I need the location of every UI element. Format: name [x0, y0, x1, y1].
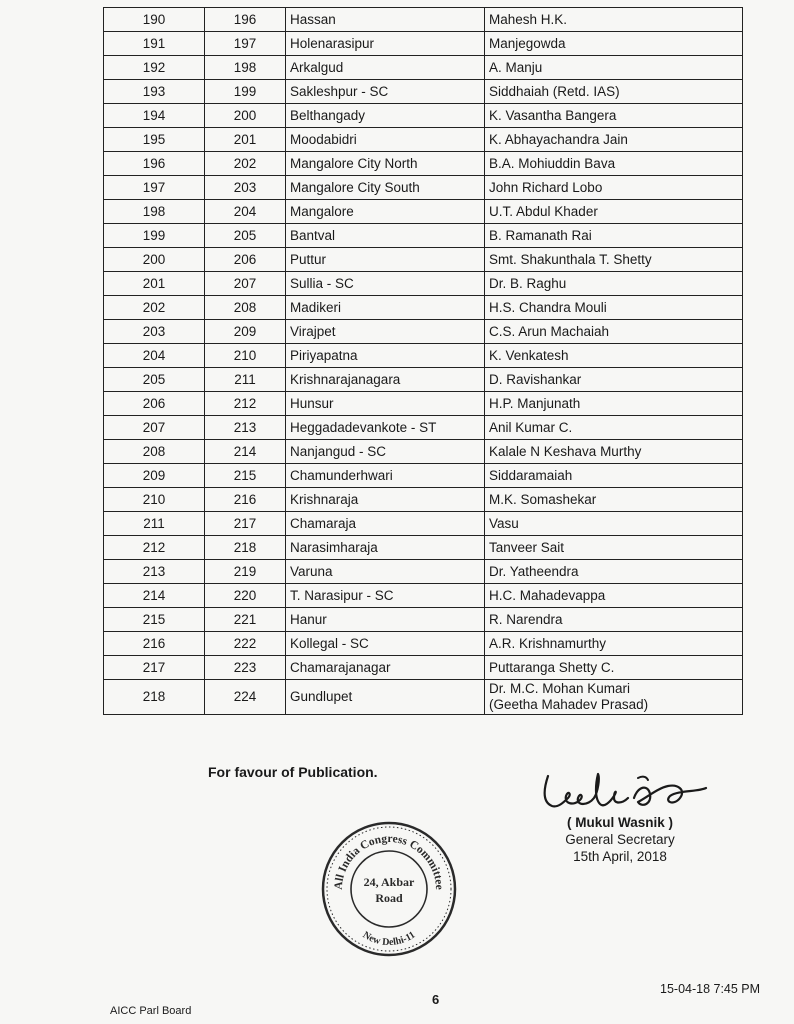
constituency-cell: Puttur — [286, 248, 485, 272]
constituency-cell: Hanur — [286, 608, 485, 632]
serial-number-cell: 211 — [104, 512, 205, 536]
ac-number-cell: 205 — [205, 224, 286, 248]
ac-number-cell: 206 — [205, 248, 286, 272]
serial-number-cell: 202 — [104, 296, 205, 320]
serial-number-cell: 214 — [104, 584, 205, 608]
serial-number-cell: 192 — [104, 56, 205, 80]
candidate-cell: D. Ravishankar — [485, 368, 743, 392]
candidate-cell: M.K. Somashekar — [485, 488, 743, 512]
constituency-cell: Mangalore City North — [286, 152, 485, 176]
candidate-cell: K. Vasantha Bangera — [485, 104, 743, 128]
candidate-cell: Dr. B. Raghu — [485, 272, 743, 296]
candidate-cell: Vasu — [485, 512, 743, 536]
candidate-cell: Manjegowda — [485, 32, 743, 56]
candidate-cell: K. Venkatesh — [485, 344, 743, 368]
ac-number-cell: 212 — [205, 392, 286, 416]
candidate-line: Dr. M.C. Mohan Kumari — [489, 681, 631, 696]
serial-number-cell: 213 — [104, 560, 205, 584]
signatory-name: ( Mukul Wasnik ) — [566, 815, 673, 830]
table-row — [104, 656, 743, 680]
table-row — [104, 416, 743, 440]
ac-number-cell: 204 — [205, 200, 286, 224]
table-row — [104, 224, 743, 248]
constituency-cell: Mangalore City South — [286, 176, 485, 200]
ac-number-cell: 217 — [205, 512, 286, 536]
table-row — [104, 536, 743, 560]
constituency-cell: Belthangady — [286, 104, 485, 128]
ac-number-cell: 202 — [205, 152, 286, 176]
ac-number-cell: 201 — [205, 128, 286, 152]
candidate-cell: Anil Kumar C. — [485, 416, 743, 440]
ac-number-cell: 200 — [205, 104, 286, 128]
constituency-cell: Bantval — [286, 224, 485, 248]
serial-number-cell: 209 — [104, 464, 205, 488]
candidate-cell: R. Narendra — [485, 608, 743, 632]
table-row — [104, 248, 743, 272]
table-row — [104, 272, 743, 296]
serial-number-cell: 207 — [104, 416, 205, 440]
candidate-cell: A. Manju — [485, 56, 743, 80]
constituency-cell: Krishnaraja — [286, 488, 485, 512]
table-row — [104, 8, 743, 32]
candidate-cell: C.S. Arun Machaiah — [485, 320, 743, 344]
constituency-cell: Piriyapatna — [286, 344, 485, 368]
serial-number-cell: 199 — [104, 224, 205, 248]
candidate-cell: Puttaranga Shetty C. — [485, 656, 743, 680]
candidate-cell: Dr. Yatheendra — [485, 560, 743, 584]
constituency-cell: Nanjangud - SC — [286, 440, 485, 464]
candidate-cell: Smt. Shakunthala T. Shetty — [485, 248, 743, 272]
table-row — [104, 488, 743, 512]
candidate-cell: Kalale N Keshava Murthy — [485, 440, 743, 464]
signatory-block — [540, 814, 700, 865]
seal-icon — [320, 820, 458, 958]
table-row — [104, 104, 743, 128]
ac-number-cell: 208 — [205, 296, 286, 320]
ac-number-cell: 213 — [205, 416, 286, 440]
constituency-cell: Kollegal - SC — [286, 632, 485, 656]
table-row — [104, 80, 743, 104]
constituency-cell: Chamunderhwari — [286, 464, 485, 488]
serial-number-cell: 212 — [104, 536, 205, 560]
serial-number-cell: 191 — [104, 32, 205, 56]
ac-number-cell: 220 — [205, 584, 286, 608]
serial-number-cell: 194 — [104, 104, 205, 128]
constituency-cell: Sullia - SC — [286, 272, 485, 296]
serial-number-cell: 193 — [104, 80, 205, 104]
serial-number-cell: 190 — [104, 8, 205, 32]
table-row — [104, 680, 743, 715]
serial-number-cell: 195 — [104, 128, 205, 152]
ac-number-cell: 219 — [205, 560, 286, 584]
constituency-cell: Moodabidri — [286, 128, 485, 152]
constituency-cell: T. Narasipur - SC — [286, 584, 485, 608]
ac-number-cell: 211 — [205, 368, 286, 392]
serial-number-cell: 217 — [104, 656, 205, 680]
constituency-cell: Heggadadevankote - ST — [286, 416, 485, 440]
ac-number-cell: 203 — [205, 176, 286, 200]
serial-number-cell: 216 — [104, 632, 205, 656]
table-row — [104, 608, 743, 632]
table-row — [104, 152, 743, 176]
table-row — [104, 296, 743, 320]
serial-number-cell: 210 — [104, 488, 205, 512]
ac-number-cell: 222 — [205, 632, 286, 656]
constituency-cell: Holenarasipur — [286, 32, 485, 56]
table-row — [104, 464, 743, 488]
serial-number-cell: 197 — [104, 176, 205, 200]
candidate-cell: K. Abhayachandra Jain — [485, 128, 743, 152]
ac-number-cell: 223 — [205, 656, 286, 680]
table-row — [104, 128, 743, 152]
page-number: 6 — [432, 992, 440, 1007]
serial-number-cell: 205 — [104, 368, 205, 392]
candidate-table-body — [104, 8, 743, 715]
ac-number-cell: 210 — [205, 344, 286, 368]
table-row — [104, 512, 743, 536]
candidate-cell: Siddhaiah (Retd. IAS) — [485, 80, 743, 104]
serial-number-cell: 215 — [104, 608, 205, 632]
serial-number-cell: 201 — [104, 272, 205, 296]
serial-number-cell: 218 — [104, 680, 205, 715]
table-row — [104, 584, 743, 608]
candidate-cell: H.C. Mahadevappa — [485, 584, 743, 608]
constituency-cell: Chamaraja — [286, 512, 485, 536]
ac-number-cell: 216 — [205, 488, 286, 512]
table-row — [104, 632, 743, 656]
svg-text:Road: Road — [375, 891, 403, 905]
table-row — [104, 560, 743, 584]
table-row — [104, 368, 743, 392]
constituency-cell: Krishnarajanagara — [286, 368, 485, 392]
constituency-cell: Gundlupet — [286, 680, 485, 715]
table-row — [104, 440, 743, 464]
signatory-date: 15th April, 2018 — [573, 849, 667, 864]
publication-note: For favour of Publication. — [208, 764, 378, 780]
table-row — [104, 392, 743, 416]
serial-number-cell: 206 — [104, 392, 205, 416]
serial-number-cell: 204 — [104, 344, 205, 368]
constituency-cell: Hassan — [286, 8, 485, 32]
ac-number-cell: 214 — [205, 440, 286, 464]
candidate-cell: B.A. Mohiuddin Bava — [485, 152, 743, 176]
constituency-cell: Madikeri — [286, 296, 485, 320]
signature-icon — [538, 768, 738, 818]
candidate-cell: A.R. Krishnamurthy — [485, 632, 743, 656]
candidate-cell: U.T. Abdul Khader — [485, 200, 743, 224]
serial-number-cell: 198 — [104, 200, 205, 224]
print-timestamp: 15-04-18 7:45 PM — [660, 982, 761, 996]
serial-number-cell: 203 — [104, 320, 205, 344]
ac-number-cell: 199 — [205, 80, 286, 104]
svg-text:New Delhi-11: New Delhi-11 — [360, 929, 418, 949]
constituency-cell: Mangalore — [286, 200, 485, 224]
table-row — [104, 176, 743, 200]
serial-number-cell: 196 — [104, 152, 205, 176]
ac-number-cell: 198 — [205, 56, 286, 80]
table-row — [104, 320, 743, 344]
candidate-cell: Mahesh H.K. — [485, 8, 743, 32]
ac-number-cell: 207 — [205, 272, 286, 296]
ac-number-cell: 221 — [205, 608, 286, 632]
constituency-cell: Varuna — [286, 560, 485, 584]
constituency-cell: Chamarajanagar — [286, 656, 485, 680]
footer-label: AICC Parl Board — [110, 1005, 192, 1017]
candidate-cell: John Richard Lobo — [485, 176, 743, 200]
table-row — [104, 32, 743, 56]
ac-number-cell: 215 — [205, 464, 286, 488]
serial-number-cell: 208 — [104, 440, 205, 464]
ac-number-cell: 196 — [205, 8, 286, 32]
constituency-cell: Arkalgud — [286, 56, 485, 80]
table-row — [104, 200, 743, 224]
constituency-cell: Hunsur — [286, 392, 485, 416]
candidate-cell: B. Ramanath Rai — [485, 224, 743, 248]
signatory-title: General Secretary — [565, 832, 675, 847]
svg-text:24, Akbar: 24, Akbar — [363, 875, 415, 889]
table-row — [104, 56, 743, 80]
ac-number-cell: 218 — [205, 536, 286, 560]
serial-number-cell: 200 — [104, 248, 205, 272]
constituency-cell: Narasimharaja — [286, 536, 485, 560]
candidate-cell: Siddaramaiah — [485, 464, 743, 488]
ac-number-cell: 197 — [205, 32, 286, 56]
candidate-line: (Geetha Mahadev Prasad) — [489, 697, 649, 712]
ac-number-cell: 209 — [205, 320, 286, 344]
table-row — [104, 344, 743, 368]
candidate-table — [103, 7, 743, 715]
ac-number-cell: 224 — [205, 680, 286, 715]
candidate-cell: H.S. Chandra Mouli — [485, 296, 743, 320]
candidate-cell — [485, 680, 743, 715]
constituency-cell: Virajpet — [286, 320, 485, 344]
candidate-cell: Tanveer Sait — [485, 536, 743, 560]
constituency-cell: Sakleshpur - SC — [286, 80, 485, 104]
svg-text:All India Congress Committee: All India Congress Committee — [332, 832, 446, 891]
candidate-cell: H.P. Manjunath — [485, 392, 743, 416]
